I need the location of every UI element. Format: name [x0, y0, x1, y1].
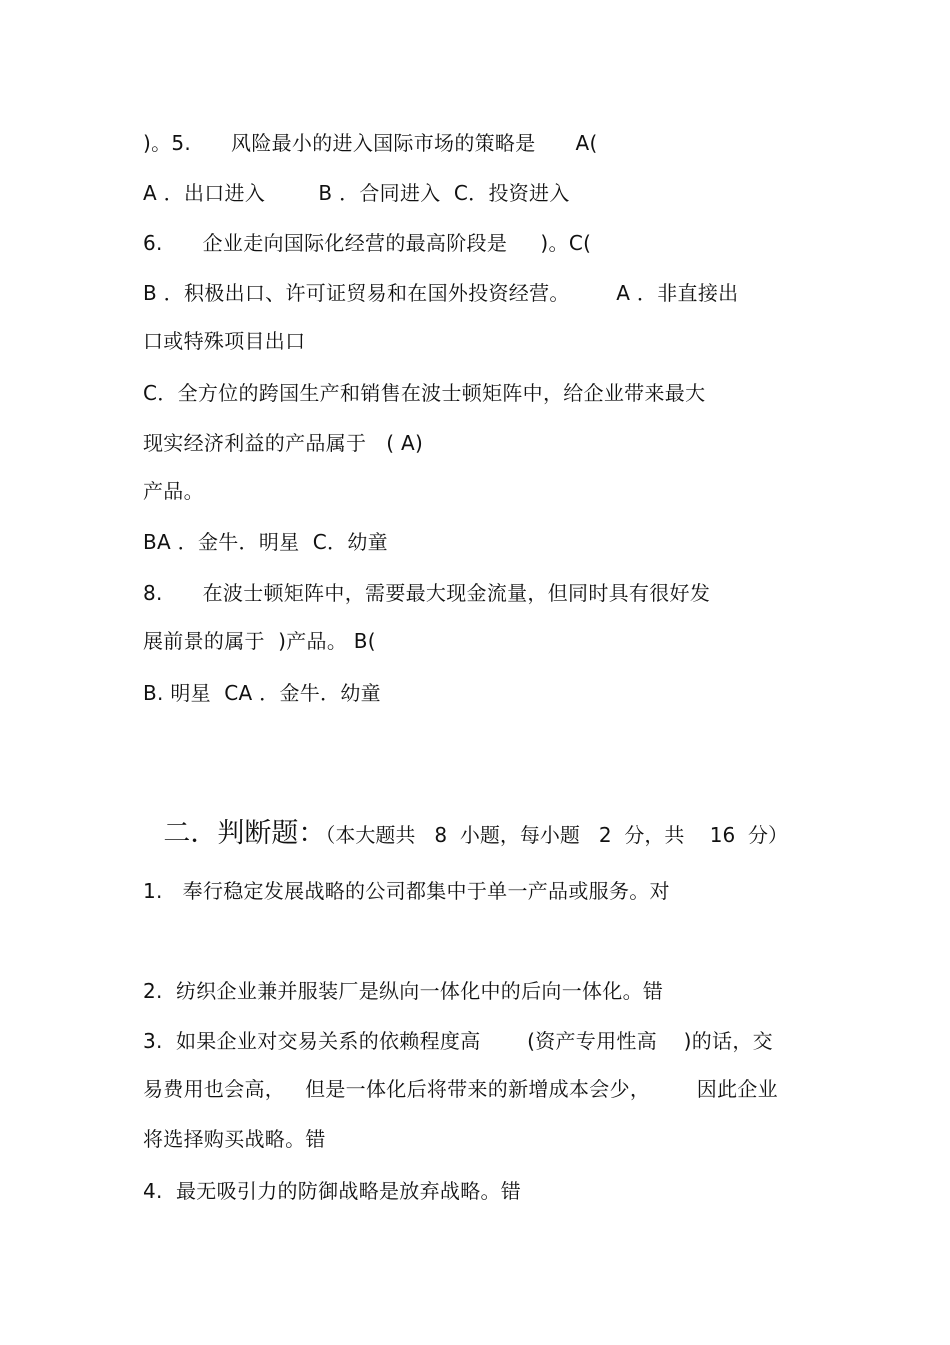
- question-7-line-end: 产品。: [143, 479, 204, 503]
- question-5-line: )。5. 风险最小的进入国际市场的策略是 A(: [143, 131, 598, 155]
- tf-item-4: 4. 最无吸引力的防御战略是放弃战略。错: [143, 1179, 522, 1203]
- question-7-line: C．全方位的跨国生产和销售在波士顿矩阵中，给企业带来最大: [143, 381, 706, 405]
- question-5-options: A ．出口进入 B ．合同进入 C．投资进入: [143, 181, 570, 205]
- question-8-options: B. 明星 CA ．金牛．幼童: [143, 681, 381, 705]
- question-8-line: 8. 在波士顿矩阵中，需要最大现金流量，但同时具有很好发: [143, 581, 711, 605]
- question-7-line-cont: 现实经济利益的产品属于 ( A): [143, 431, 424, 455]
- tf-item-3: 3. 如果企业对交易关系的依赖程度高 (资产专用性高 )的话，交: [143, 1029, 773, 1053]
- tf-item-2: 2. 纺织企业兼并服装厂是纵向一体化中的后向一体化。错: [143, 979, 664, 1003]
- question-6-line: 6. 企业走向国际化经营的最高阶段是 )。C(: [143, 231, 592, 255]
- tf-item-3-end: 将选择购买战略。错: [143, 1127, 326, 1151]
- tf-item-3-cont: 易费用也会高， 但是一体化后将带来的新增成本会少， 因此企业: [143, 1077, 778, 1101]
- question-8-line-cont: 展前景的属于 )产品。 B(: [143, 629, 376, 653]
- question-6-option-b: B ．积极出口、许可证贸易和在国外投资经营。 A ．非直接出: [143, 281, 739, 305]
- question-6-option-a-cont: 口或特殊项目出口: [143, 329, 306, 353]
- section-note: （本大题共 8 小题，每小题 2 分，共 16 分）: [325, 823, 788, 847]
- question-7-options: BA ．金牛．明星 C．幼童: [143, 530, 388, 554]
- tf-item-1: 1. 奉行稳定发展战略的公司都集中于单一产品或服务。对: [143, 879, 670, 903]
- section-title: 二．判断题：: [163, 818, 326, 849]
